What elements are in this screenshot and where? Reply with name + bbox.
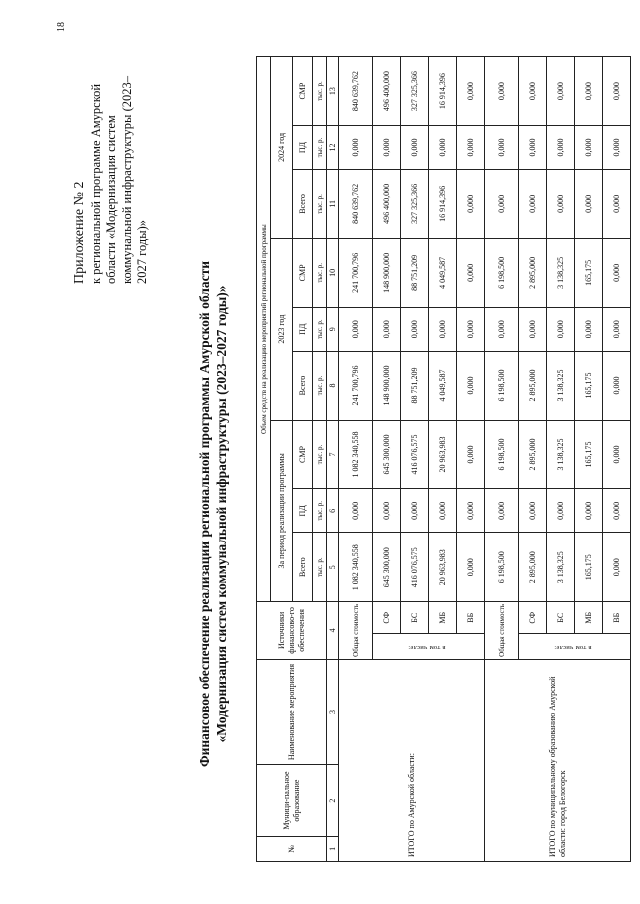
column-number: 12: [327, 126, 339, 170]
value-cell: 0,000: [603, 238, 631, 307]
header-2024: 2024 год: [271, 57, 293, 239]
value-cell: 88 751,209: [401, 238, 429, 307]
value-cell: 148 900,000: [373, 238, 401, 307]
value-cell: 0,000: [339, 307, 373, 351]
header-smr: СМР: [293, 57, 313, 126]
value-cell: 6 198,500: [485, 420, 519, 489]
value-cell: 20 963,983: [429, 533, 457, 602]
value-cell: 165,175: [575, 420, 603, 489]
column-number: 7: [327, 420, 339, 489]
document-title: [196, 234, 230, 794]
value-cell: 2 895,000: [519, 351, 547, 420]
column-number: 13: [327, 57, 339, 126]
value-cell: 1 082 340,558: [339, 420, 373, 489]
column-number: 10: [327, 238, 339, 307]
value-cell: 16 914,396: [429, 169, 457, 238]
value-cell: 0,000: [603, 420, 631, 489]
value-cell: 0,000: [373, 489, 401, 533]
value-cell: 0,000: [457, 307, 485, 351]
value-cell: 2 895,000: [519, 238, 547, 307]
including-text: в том числе:: [408, 643, 446, 651]
value-cell: 241 700,796: [339, 238, 373, 307]
value-cell: 0,000: [339, 489, 373, 533]
value-cell: 0,000: [339, 126, 373, 170]
value-cell: 0,000: [547, 57, 575, 126]
table-row: [339, 57, 373, 862]
header-total: Всего: [293, 533, 313, 602]
value-cell: 2 895,000: [519, 420, 547, 489]
header-total: Всего: [293, 351, 313, 420]
value-cell: 0,000: [547, 307, 575, 351]
value-cell: 0,000: [519, 57, 547, 126]
header-unit: тыс. р.: [313, 126, 327, 170]
value-cell: 0,000: [429, 489, 457, 533]
value-cell: 0,000: [457, 238, 485, 307]
value-cell: 4 049,587: [429, 238, 457, 307]
including-text: в том числе:: [554, 643, 592, 651]
source-cell: ВБ: [603, 602, 631, 634]
source-cell: СФ: [519, 602, 547, 634]
value-cell: 645 300,000: [373, 420, 401, 489]
value-cell: 6 198,500: [485, 351, 519, 420]
value-cell: 327 325,366: [401, 169, 429, 238]
value-cell: 0,000: [603, 533, 631, 602]
value-cell: 0,000: [547, 169, 575, 238]
value-cell: 0,000: [401, 489, 429, 533]
value-cell: 0,000: [485, 489, 519, 533]
header-unit: тыс. р.: [313, 307, 327, 351]
source-cell: БС: [547, 602, 575, 634]
value-cell: 0,000: [457, 533, 485, 602]
group-label: ИТОГО по муниципальному образованию Амурской области: город Белогорск: [485, 659, 631, 861]
appendix-text: к региональной программе Амурской области «Модернизация систем коммунальной инфраструктуры (2023–2027 годы)»: [88, 76, 149, 284]
title-line-2: «Модернизация систем коммунальной инфраструктуры (2023–2027 годы)»: [214, 285, 229, 743]
header-volume: Объем средств на реализацию мероприятий региональной программы: [257, 57, 271, 602]
value-cell: 0,000: [603, 351, 631, 420]
value-cell: 416 076,575: [401, 533, 429, 602]
value-cell: 0,000: [575, 169, 603, 238]
value-cell: 0,000: [603, 169, 631, 238]
financing-table: [256, 56, 631, 862]
value-cell: 0,000: [373, 126, 401, 170]
value-cell: 1 082 340,558: [339, 533, 373, 602]
column-number: 3: [327, 659, 339, 765]
group-label: ИТОГО по Амурской области:: [339, 659, 485, 861]
source-cell: МБ: [575, 602, 603, 634]
value-cell: 0,000: [519, 489, 547, 533]
column-number: 6: [327, 489, 339, 533]
value-cell: 0,000: [429, 126, 457, 170]
column-number: 5: [327, 533, 339, 602]
source-cell: Общая стоимость: [339, 602, 373, 659]
value-cell: 4 049,587: [429, 351, 457, 420]
value-cell: 0,000: [519, 307, 547, 351]
column-number: 2: [327, 765, 339, 836]
header-pd: ПД: [293, 307, 313, 351]
value-cell: 0,000: [603, 126, 631, 170]
header-activity: Наименование мероприятия: [257, 659, 327, 765]
column-number: 9: [327, 307, 339, 351]
header-pd: ПД: [293, 489, 313, 533]
header-no: №: [257, 836, 327, 861]
value-cell: 0,000: [575, 489, 603, 533]
table-row: [485, 57, 519, 862]
header-source: Источники финансово-го обеспечения: [257, 602, 327, 659]
value-cell: 416 076,575: [401, 420, 429, 489]
value-cell: 0,000: [547, 126, 575, 170]
title-line-1: Финансовое обеспечение реализации региональной программы Амурской области: [197, 261, 212, 767]
source-cell: СФ: [373, 602, 401, 634]
value-cell: 840 639,762: [339, 57, 373, 126]
header-unit: тыс. р.: [313, 489, 327, 533]
value-cell: 0,000: [457, 57, 485, 126]
including-label: [373, 634, 485, 659]
value-cell: 241 700,796: [339, 351, 373, 420]
value-cell: 165,175: [575, 533, 603, 602]
header-period: За период реализации программы: [271, 420, 293, 602]
header-2023: 2023 год: [271, 238, 293, 420]
value-cell: 0,000: [373, 307, 401, 351]
value-cell: 0,000: [603, 57, 631, 126]
appendix-note: [72, 74, 151, 284]
column-number: 11: [327, 169, 339, 238]
value-cell: 3 138,325: [547, 533, 575, 602]
value-cell: 496 400,000: [373, 169, 401, 238]
value-cell: 3 138,325: [547, 420, 575, 489]
header-pd: ПД: [293, 126, 313, 170]
value-cell: 165,175: [575, 238, 603, 307]
value-cell: 6 198,500: [485, 238, 519, 307]
value-cell: 0,000: [485, 126, 519, 170]
value-cell: 88 751,209: [401, 351, 429, 420]
value-cell: 496 400,000: [373, 57, 401, 126]
appendix-heading: Приложение № 2: [72, 181, 87, 284]
header-total: Всего: [293, 169, 313, 238]
value-cell: 0,000: [547, 489, 575, 533]
header-unit: тыс. р.: [313, 57, 327, 126]
value-cell: 0,000: [429, 307, 457, 351]
value-cell: 0,000: [457, 169, 485, 238]
value-cell: 0,000: [603, 489, 631, 533]
value-cell: 0,000: [519, 169, 547, 238]
value-cell: 20 963,983: [429, 420, 457, 489]
value-cell: 3 138,325: [547, 351, 575, 420]
value-cell: 3 138,325: [547, 238, 575, 307]
source-cell: МБ: [429, 602, 457, 634]
header-unit: тыс. р.: [313, 238, 327, 307]
value-cell: 0,000: [457, 489, 485, 533]
value-cell: 0,000: [485, 169, 519, 238]
header-smr: СМР: [293, 238, 313, 307]
value-cell: 0,000: [603, 307, 631, 351]
column-number: 4: [327, 602, 339, 659]
source-cell: Общая стоимость: [485, 602, 519, 659]
header-unit: тыс. р.: [313, 533, 327, 602]
value-cell: 0,000: [457, 351, 485, 420]
value-cell: 16 914,396: [429, 57, 457, 126]
value-cell: 0,000: [575, 307, 603, 351]
value-cell: 0,000: [457, 126, 485, 170]
source-cell: ВБ: [457, 602, 485, 634]
value-cell: 0,000: [519, 126, 547, 170]
source-cell: БС: [401, 602, 429, 634]
value-cell: 0,000: [485, 57, 519, 126]
header-municipality: Муници-пальное образование: [257, 765, 327, 836]
header-unit: тыс. р.: [313, 351, 327, 420]
value-cell: 2 895,000: [519, 533, 547, 602]
page-number: 18: [56, 22, 67, 32]
value-cell: 6 198,500: [485, 533, 519, 602]
value-cell: 165,175: [575, 351, 603, 420]
value-cell: 148 900,000: [373, 351, 401, 420]
value-cell: 645 300,000: [373, 533, 401, 602]
column-number: 1: [327, 836, 339, 861]
value-cell: 0,000: [575, 126, 603, 170]
value-cell: 0,000: [401, 126, 429, 170]
header-unit: тыс. р.: [313, 420, 327, 489]
value-cell: 327 325,366: [401, 57, 429, 126]
value-cell: 0,000: [401, 307, 429, 351]
value-cell: 0,000: [485, 307, 519, 351]
value-cell: 0,000: [457, 420, 485, 489]
column-number: 8: [327, 351, 339, 420]
including-label: [519, 634, 631, 659]
value-cell: 840 639,762: [339, 169, 373, 238]
header-smr: СМР: [293, 420, 313, 489]
header-unit: тыс. р.: [313, 169, 327, 238]
value-cell: 0,000: [575, 57, 603, 126]
